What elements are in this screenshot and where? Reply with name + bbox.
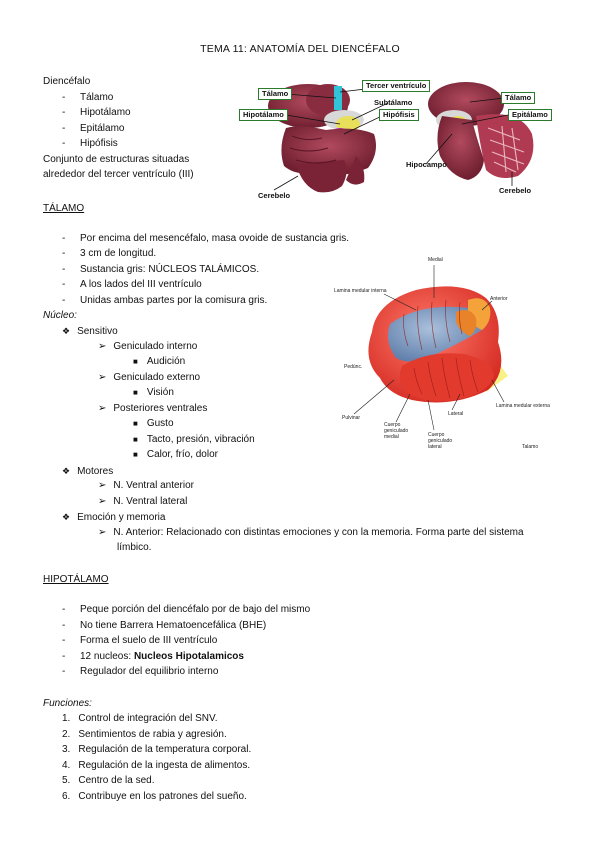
hipotalamo-bullet: - No tiene Barrera Hematoencefálica (BHE) bbox=[62, 620, 267, 631]
hipotalamo-bullet: - Forma el suelo de III ventrículo bbox=[62, 635, 218, 646]
label-cerebelo-left: Cerebelo bbox=[258, 191, 291, 200]
label-pedunc: Pedúnc. bbox=[344, 364, 363, 370]
funcion-item: 1. Control de integración del SNV. bbox=[62, 713, 218, 724]
label-corner: Talamo bbox=[522, 444, 539, 450]
function-item: ■ Audición bbox=[133, 356, 186, 367]
intro-item: - Epitálamo bbox=[62, 123, 125, 134]
nucleus-item: ➢ Posteriores ventrales bbox=[98, 403, 208, 414]
funciones-label: Funciones: bbox=[43, 698, 92, 709]
section-heading-hipotalamo: HIPOTÁLAMO bbox=[43, 574, 109, 585]
nucleus-group-emocion: ❖ Emoción y memoria bbox=[62, 512, 166, 523]
intro-item: - Hipófisis bbox=[62, 138, 118, 149]
function-item: ■ Tacto, presión, vibración bbox=[133, 434, 255, 445]
label-tercer-ventriculo: Tercer ventrículo bbox=[362, 80, 430, 92]
intro-item: - Hipotálamo bbox=[62, 107, 131, 118]
section-heading-talamo: TÁLAMO bbox=[43, 203, 85, 214]
intro-desc: alrededor del tercer ventrículo (III) bbox=[43, 169, 194, 180]
function-item: ■ Calor, frío, dolor bbox=[133, 449, 218, 460]
label-subtalamo: Subtálamo bbox=[374, 98, 413, 107]
intro-desc: Conjunto de estructuras situadas bbox=[43, 154, 190, 165]
label-epitalamo: Epitálamo bbox=[508, 109, 552, 121]
label-lamina-externa: Lamina medular externa bbox=[496, 403, 550, 409]
label-cuerpo-lateral: Cuerpo geniculado lateral bbox=[428, 432, 453, 450]
nucleus-item: ➢ N. Anterior: Relacionado con distintas emociones y con la memoria. Forma parte del sistema bbox=[98, 527, 524, 538]
nucleo-label: Núcleo: bbox=[43, 310, 77, 321]
label-lamina-interna: Lamina medular interna bbox=[334, 288, 387, 294]
nucleus-group-sensitivo: ❖ Sensitivo bbox=[62, 326, 118, 337]
thalamus-nuclei-illustration bbox=[332, 254, 550, 454]
nucleus-item: ➢ Geniculado externo bbox=[98, 372, 201, 383]
nucleus-item: ➢ N. Ventral lateral bbox=[98, 496, 188, 507]
hipotalamo-bullet: - Regulador del equilibrio interno bbox=[62, 666, 219, 677]
nucleus-group-motores: ❖ Motores bbox=[62, 466, 114, 477]
label-cuerpo-medial: Cuerpo geniculado medial bbox=[384, 422, 409, 440]
nucleus-item: ➢ Geniculado interno bbox=[98, 341, 198, 352]
label-pulvinar: Pulvinar bbox=[342, 415, 361, 421]
thalamus-nuclei-figure bbox=[332, 254, 550, 454]
label-hipofisis: Hipófisis bbox=[379, 109, 419, 121]
nucleus-item: ➢ N. Ventral anterior bbox=[98, 480, 194, 491]
label-hipotalamo: Hipotálamo bbox=[239, 109, 288, 121]
label-cerebelo-right: Cerebelo bbox=[499, 186, 532, 195]
intro-heading: Diencéfalo bbox=[43, 76, 91, 87]
function-item: ■ Gusto bbox=[133, 418, 174, 429]
label-hipocampo: Hipocampo bbox=[406, 160, 447, 169]
intro-item: - Tálamo bbox=[62, 92, 114, 103]
label-medial: Medial bbox=[428, 257, 443, 263]
talamo-bullet: - Unidas ambas partes por la comisura gris. bbox=[62, 295, 268, 306]
page-title: TEMA 11: ANATOMÍA DEL DIENCÉFALO bbox=[200, 43, 400, 55]
function-item: ■ Visión bbox=[133, 387, 174, 398]
funcion-item: 4. Regulación de la ingesta de alimentos. bbox=[62, 760, 251, 771]
label-talamo-right: Tálamo bbox=[501, 92, 535, 104]
funcion-item: 6. Contribuye en los patrones del sueño. bbox=[62, 791, 247, 802]
funcion-item: 3. Regulación de la temperatura corporal. bbox=[62, 744, 252, 755]
talamo-bullet: - Por encima del mesencéfalo, masa ovoide de sustancia gris. bbox=[62, 233, 350, 244]
label-lateral: Lateral bbox=[448, 411, 464, 417]
label-talamo-left: Tálamo bbox=[258, 88, 292, 100]
funcion-item: 2. Sentimientos de rabia y agresión. bbox=[62, 729, 227, 740]
talamo-bullet: - A los lados del III ventrículo bbox=[62, 279, 202, 290]
hipotalamo-bullet: - Peque porción del diencéfalo por de bajo del mismo bbox=[62, 604, 311, 615]
nucleus-item-cont: límbico. bbox=[117, 542, 152, 553]
hipotalamo-bullet: - 12 nucleos: Nucleos Hipotalamicos bbox=[62, 651, 244, 662]
talamo-bullet: - Sustancia gris: NÚCLEOS TALÁMICOS. bbox=[62, 264, 260, 275]
talamo-bullet: - 3 cm de longitud. bbox=[62, 248, 157, 259]
diencephalon-figure bbox=[236, 76, 556, 204]
funcion-item: 5. Centro de la sed. bbox=[62, 775, 155, 786]
label-anterior: Anterior bbox=[490, 296, 508, 302]
